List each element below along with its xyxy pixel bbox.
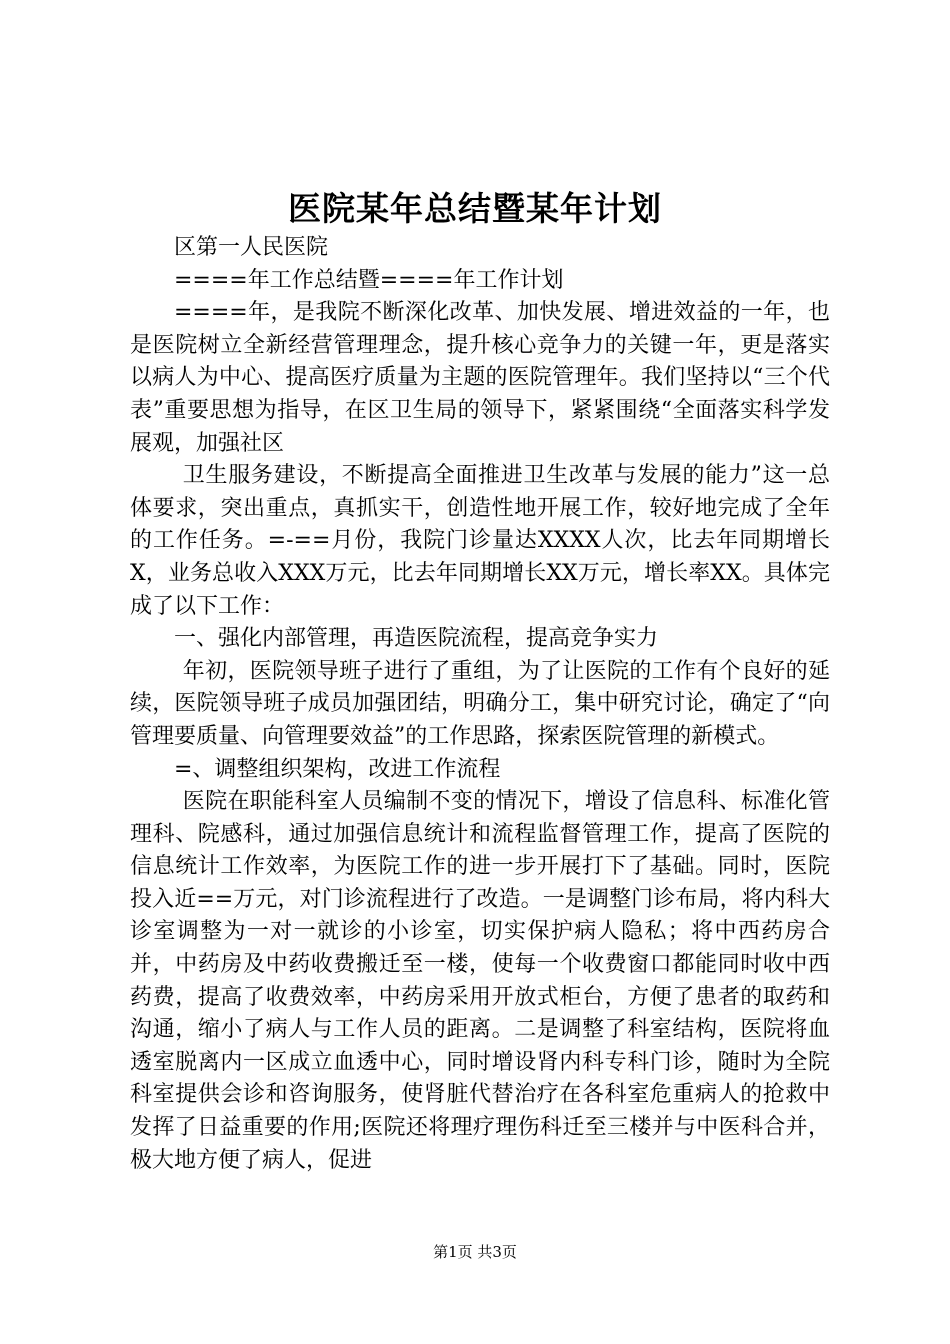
document-title: 医院某年总结暨某年计划 xyxy=(288,189,662,228)
section-heading-1: 一、强化内部管理，再造医院流程，提高竞争实力 xyxy=(174,626,659,652)
paragraph-section-2: 医院在职能科室人员编制不变的情况下，增设了信息科、标准化管理科、院感科，通过加强信息统计和流程监督管理工作，提高了医院的信息统计工作效率，为医院工作的进一步开展打下了基础。同时，医院投入近==万元，对门诊流程进行了改造。一是调整门诊布局，将内科大诊室调整为一对一就诊的小诊室，切实保护病人隐私；将中西药房合并，中药房及中药收费搬迁至一楼，使每一个收费窗口都能同时收中西药费，提高了收费效率，中药房采用开放式柜台，方便了患者的取药和沟通，缩小了病人与工作人员的距离。二是调整了科室结构，医院将血透室脱离内一区成立血透中心，同时增设肾内科专科门诊，随时为全院科室提供会诊和咨询服务，使肾脏代替治疗在各科室危重病人的抢救中发挥了日益重要的作用;医院还将理疗理伤科迁至三楼并与中医科合并，极大地方便了病人，促进 xyxy=(130,789,830,1173)
paragraph-intro: ====年，是我院不断深化改革、加快发展、增进效益的一年，也是医院树立全新经营管理理念，提升核心竞争力的关键一年，更是落实以病人为中心、提高医疗质量为主题的医院管理年。我们坚持以“三个代表”重要思想为指导，在区卫生局的领导下，紧紧围绕“全面落实科学发展观，加强社区 xyxy=(130,300,830,456)
paragraph-hospital-name: 区第一人民医院 xyxy=(174,235,329,260)
section-heading-2: =、调整组织架构，改进工作流程 xyxy=(174,756,501,782)
page-footer: 第1页 共3页 xyxy=(433,1243,517,1261)
paragraph-section-1: 年初，医院领导班子进行了重组，为了让医院的工作有个良好的延续，医院领导班子成员加强团结，明确分工，集中研究讨论，确定了“向管理要质量、向管理要效益”的工作思路，探索医院管理的新模式。 xyxy=(130,658,830,749)
document-body xyxy=(130,232,830,1177)
paragraph-subtitle: ====年工作总结暨====年工作计划 xyxy=(174,267,564,293)
paragraph-intro-continued: 卫生服务建设，不断提高全面推进卫生改革与发展的能力”这一总体要求，突出重点，真抓实干，创造性地开展工作，较好地完成了全年的工作任务。=-==月份，我院门诊量达XXXX人次，比去年同期增长X，业务总收入XXX万元，比去年同期增长XX万元，增长率XX。具体完成了以下工作： xyxy=(130,463,830,619)
